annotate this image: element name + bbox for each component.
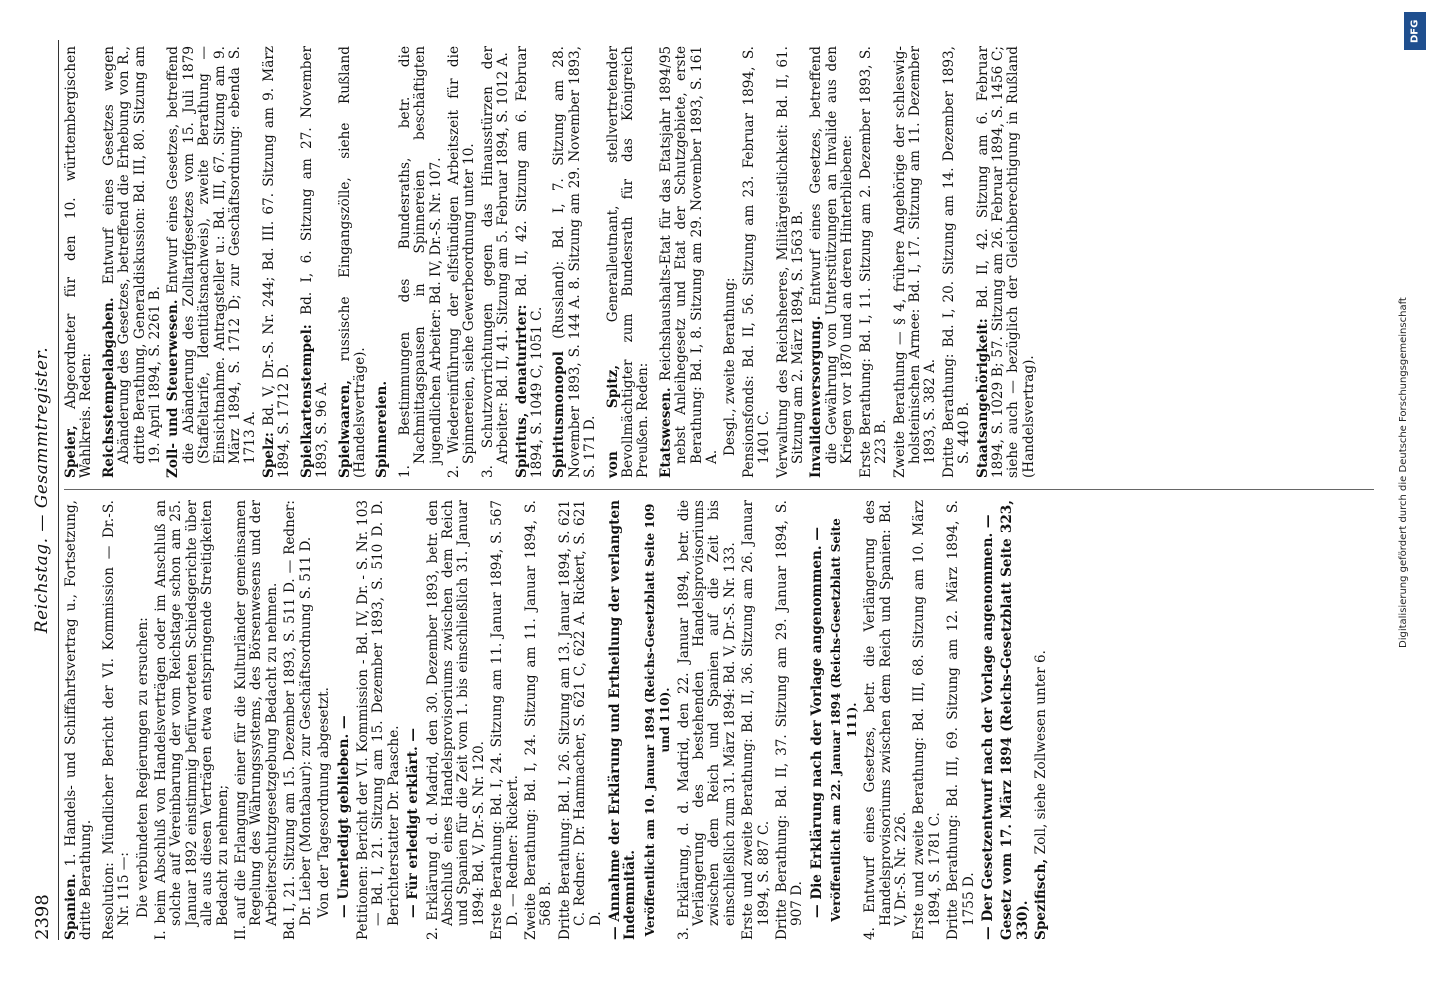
entry-lead: Staatsangehörigkeit: bbox=[974, 318, 991, 478]
reading-line: Erste Berathung: Bd. I, 11. Sitzung am 2. Dezember 1893, S. 223 B. bbox=[857, 46, 890, 478]
entry-text: Abgeordneter für den 10. württembergischen Wahlkreis. Reden: bbox=[63, 46, 95, 478]
list-item: 2. Wiedereinführung der elfstündigen Arbeitszeit für die Spinnereien, siehe Gewerbeordnung unter 10. bbox=[445, 46, 478, 478]
entry-lead: Spiritus, denaturirter: bbox=[513, 304, 530, 478]
entry-text: Bd. II, 42. Sitzung am 6. Februar 1894, S. 1029 B; 57. Sitzung am 26. Februar 1894, S. 1456 C; siehe auch — bezüglich der Gleichberechtigung in Rußland (Handelsvertrag). bbox=[974, 46, 1037, 478]
sub-line: Pensionsfonds: Bd. II, 56. Sitzung am 23. Februar 1894, S. 1401 C. bbox=[740, 46, 773, 478]
entry-text: russische Eingangszölle, siehe Rußland (Handelsverträge). bbox=[336, 46, 368, 478]
header-rule bbox=[58, 40, 59, 940]
entry-lead: Spielkartenstempel: bbox=[298, 324, 315, 478]
topic-label: Reichsstempelabgaben. bbox=[100, 297, 117, 478]
resolution: Resolution: Mündlicher Bericht der VI. Kommission — Dr.-S. Nr. 115 —: bbox=[100, 500, 133, 940]
entry-lead: von Spitz, bbox=[604, 364, 621, 478]
speech-topic bbox=[659, 46, 721, 478]
topic-text: Reichshaushalts-Etat für das Etatsjahr 1894/95 nebst Anleihegesetz und Etat der Schutzgebiete, erste Berathung: Bd. I, 8. Sitzung am 29. November 1893, S. 161 A. bbox=[657, 46, 721, 464]
petitions: Petitionen: Bericht der VI. Kommission - Bd. IV, Dr. - S. Nr. 103 — Bd. I, 21. Sitzung am 15. Dezember 1893, S. 510 D. D. Berichterstatter Dr. Paasche. bbox=[354, 500, 402, 940]
entry-lead: Spanien. bbox=[63, 873, 79, 940]
entry-staatsangehoerigkeit bbox=[976, 46, 1038, 478]
topic-text: Entwurf eines Gesetzes, betreffend die Abänderung des Zolltarifgesetzes vom 15. Juli 1879 (Staffeltarife, Identitätsnachweis), zweite Berathung — Einsichtnahme. Antragsteller u.: Bd. III, 67. Sitzung am 9. März 1894, S. 1712 D; zur Geschäftsordnung: ebenda S. 1713 A. bbox=[165, 45, 259, 464]
reading-line: Zweite Berathung — § 4, frühere Angehörige der schleswig-holsteinischen Armee: Bd. I, 17. Sitzung am 11. Dezember 1893, S. 382 A. bbox=[891, 46, 939, 478]
entry-lead: Spinnereien. bbox=[374, 380, 391, 478]
list-item: 1. Bestimmungen des Bundesraths, betr. die Nachmittagspausen in Spinnereien beschäftigten jugendlichen Arbeiter: Bd. IV, Dr.-S. Nr. 107. bbox=[396, 46, 444, 478]
entry-von-spitz bbox=[606, 46, 652, 478]
item-2: 2. Erklärung d. d. Madrid, den 30. Dezember 1893, betr. den Abschluß eines Handelsprovisoriums zwischen dem Reich und Spanien für die Zeit vom 1. bis einschließlich 31. Januar 1894: Bd. V, Dr.-S. Nr. 120. bbox=[424, 500, 487, 940]
entry-speier bbox=[64, 46, 95, 478]
second-reading: Zweite Berathung: Bd. I, 24. Sitzung am 11. Januar 1894, S. 568 B. bbox=[522, 500, 555, 940]
third-reading: Dritte Berathung: Bd. I, 26. Sitzung am 13. Januar 1894, S. 621 C. Redner: Dr. Hammacher, S. 621 C, 622 A. Rickert, S. 621 D. bbox=[556, 500, 604, 940]
speech-topic bbox=[166, 46, 258, 478]
column-divider bbox=[64, 489, 1374, 490]
entry-text: Bd. II, 42. Sitzung am 6. Februar 1894, S. 1049 C, 1051 C. bbox=[513, 45, 545, 478]
entry-lead: Speier, bbox=[63, 425, 79, 478]
dfg-logo: DFG bbox=[1404, 12, 1426, 50]
status-heading: — Für erledigt erklärt. — bbox=[405, 727, 422, 918]
entry-text: Bd. I, 6. Sitzung am 27. November 1893, S. 96 A. bbox=[298, 46, 331, 478]
status-heading: — Unerledigt geblieben. — bbox=[335, 715, 352, 918]
resolution-item-i: I. beim Abschluß von Handelsverträgen oder im Anschluß an solche auf Vereinbarung der vom Reichstage schon am 25. Januar 1892 einstimmig befürworteten Schiedsgerichte über alle aus diesen Verträgen etwa entspringende Streitigkeiten Bedacht zu nehmen; bbox=[153, 500, 231, 940]
list-item: 3. Schutzvorrichtungen gegen das Hinausstürzen der Arbeiter: Bd. II, 41. Sitzung am 5. Februar 1894, S. 1012 A. bbox=[479, 46, 512, 478]
entry-text: (Russland): Bd. I, 7. Sitzung am 28. November 1893, S. 144 A. 8. Sitzung am 29. November 1893, S. 171 D. bbox=[551, 46, 599, 478]
entry-spelz bbox=[262, 46, 293, 478]
publication-note: Veröffentlicht am 22. Januar 1894 (Reichs-Gesetzblatt Seite 111). bbox=[829, 518, 859, 922]
credit-strip bbox=[1388, 8, 1432, 648]
sub-line: Verwaltung des Reichsheeres, Militärgeistlichkeit: Bd. II, 61. Sitzung am 2. März 1894, S. 1563 B. bbox=[774, 46, 807, 478]
topic-text: Entwurf eines Gesetzes wegen Abänderung des Gesetzes, betreffend die Erhebung von R., dritte Berathung, Generaldiskussion: Bd. III, 80. Sitzung am 19. April 1894, S. 2261 B. bbox=[100, 46, 164, 464]
entry-spiritusmonopol bbox=[552, 46, 598, 478]
entry-text: Zoll, siehe Zollwesen unter 6. bbox=[1033, 650, 1050, 855]
resolution-intro: Die verbündeten Regierungen zu ersuchen: bbox=[134, 617, 151, 918]
law-note: Gesetz vom 17. März 1894 (Reichs-Gesetzblatt Seite 323, 330). bbox=[999, 500, 1031, 940]
first-reading: Erste und zweite Berathung: Bd. III, 68. Sitzung am 10. März 1894, S. 1781 C. bbox=[911, 500, 943, 940]
entry-lead: Spezifisch, bbox=[1033, 858, 1050, 940]
entry-spanien bbox=[64, 500, 95, 940]
left-column bbox=[64, 500, 1057, 940]
third-reading: Dritte Berathung: Bd. II, 37. Sitzung am 29. Januar 1894, S. 907 D. bbox=[774, 500, 806, 940]
first-reading: Erste Berathung: Bd. I, 24. Sitzung am 11. Januar 1894, S. 567 D. — Redner: Rickert. bbox=[489, 500, 521, 940]
status-heading: — Der Gesetzentwurf nach der Vorlage angenommen. — bbox=[979, 514, 996, 940]
entry-text: 1. Handels- und Schiffahrtsvertrag u., Fortsetzung, dritte Berathung. bbox=[63, 499, 95, 940]
speech-topic bbox=[102, 46, 164, 478]
reference: Bd. I, 21. Sitzung am 15. Dezember 1893, S. 511 D. — Redner: Dr. Lieber (Montabaur): zur Geschäftsordnung S. 511 D. bbox=[282, 500, 314, 940]
reading-line: Dritte Berathung: Bd. I, 20. Sitzung am 14. Dezember 1893, S. 440 B. bbox=[940, 46, 973, 478]
entry-spielwaaren bbox=[338, 46, 369, 478]
topic-text: Entwurf eines Gesetzes, betreffend die Gewährung von Unterstützungen an Invalide aus den Kriegen vor 1870 und an deren Hinterbliebene: bbox=[808, 46, 856, 464]
running-head: Reichstag. — Gesammtregister. bbox=[32, 346, 52, 634]
resolution-item-ii: II. auf die Erlangung einer für die Kulturländer gemeinsamen Regelung des Währungssystems, des Börsenwesens und der Arbeiterschutzgesetzgebung Bedacht zu nehmen. bbox=[233, 500, 280, 940]
topic-label: Etatswesen. bbox=[657, 387, 674, 478]
entry-spielkartenstempel bbox=[300, 46, 331, 478]
first-reading: Erste und zweite Berathung: Bd. II, 36. Sitzung am 26. Januar 1894, S. 887 C. bbox=[740, 500, 772, 940]
entry-lead: Spielwaaren, bbox=[336, 379, 353, 478]
entry-lead: Spelz: bbox=[260, 432, 277, 478]
digitization-credit: Digitalisierung gefördert durch die Deutsche Forschungsgemeinschaft bbox=[1398, 297, 1409, 648]
item-4: 4. Entwurf eines Gesetzes, betr. die Verlängerung des Handelsprovisoriums zwischen dem Reich und Spanien: Bd. V, Dr.-S. Nr. 226. bbox=[862, 500, 909, 940]
entry-spiritus bbox=[515, 46, 546, 478]
page-header bbox=[32, 40, 54, 940]
right-column bbox=[64, 46, 1044, 478]
page-number: 2398 bbox=[32, 894, 53, 940]
speech-topic bbox=[809, 46, 855, 478]
status-heading: — Annahme der Erklärung und Ertheilung der verlangten Indemnität. bbox=[607, 500, 639, 940]
entry-spezifisch bbox=[1034, 500, 1049, 940]
item-3: 3. Erklärung, d. d. Madrid, den 22. Januar 1894, betr. die Verlängerung des bestehenden Handelsprovisoriums zwischen dem Reich und Spanien auf die Zeit bis einschließlich zum 31. März 1894: Bd. V, Dr.-S. Nr. 133. bbox=[675, 500, 738, 940]
entry-text: Generalleutnant, stellvertretender Bevollmächtigter zum Bundesrath für das Königreich Preußen. Reden: bbox=[604, 46, 652, 478]
sub-line: Desgl., zweite Berathung: bbox=[722, 277, 739, 456]
entry-spinnereien bbox=[375, 46, 390, 478]
status-heading: — Die Erklärung nach der Vorlage angenommen. — bbox=[808, 527, 825, 918]
note: Von der Tagesordnung abgesetzt. bbox=[316, 687, 333, 918]
entry-lead: Spiritusmonopol bbox=[551, 351, 568, 478]
entry-text: Bd. V, Dr.-S. Nr. 244; Bd. III. 67. Sitzung am 9. März 1894, S. 1712 D. bbox=[260, 46, 293, 478]
topic-label: Invalidenversorgung. bbox=[808, 315, 825, 478]
topic-label: Zoll- und Steuerwesen. bbox=[165, 299, 182, 478]
publication-note: Veröffentlicht am 10. Januar 1894 (Reichs-Gesetzblatt Seite 109 und 110). bbox=[642, 503, 673, 937]
third-reading: Dritte Berathung: Bd. III, 69. Sitzung am 12. März 1894, S. 1755 D. bbox=[945, 500, 977, 940]
